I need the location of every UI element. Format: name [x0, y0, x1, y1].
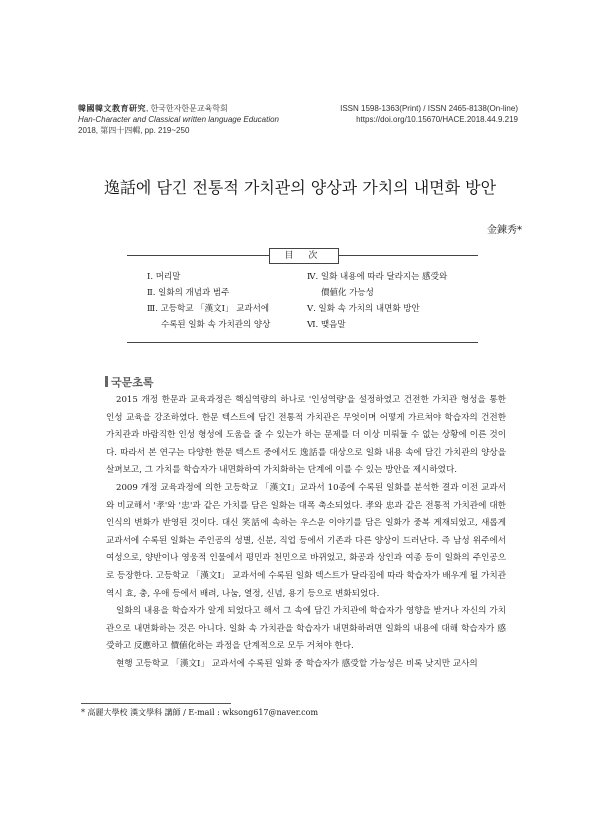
abstract-body [106, 392, 506, 674]
doi-link[interactable]: https://doi.org/10.15670/HACE.2018.44.9.219 [356, 115, 518, 124]
paragraph: 현행 고등학교 「漢文Ⅰ」 교과서에 수록된 일화 중 학습자가 感受할 가능성은 비록 낮지만 교사의 [116, 658, 478, 669]
paper-title: 逸話에 담긴 전통적 가치관의 양상과 가치의 내면화 방안 [103, 178, 497, 197]
paragraph: 2009 개정 교육과정에 의한 고등학교 「漢文Ⅰ」교과서 10종에 수록된 일화를 분석한 결과 이전 교과서와 비교해서 '孝'와 '忠'과 같은 가치를 담은 일화는 대폭 축소되었다. 孝와 忠과 같은 전통적 가치관에 대한 인식의 변화가 반영된 것이다. 대신 笑話에 속하는 우스운 이야기를 담은 일화가 중복 게재되었고, 새롭게 교과서에 수록된 일화는 주인공의 성별, 신분, 직업 등에서 기존과 다른 양상이 드러난다. 즉 남성 위주에서 여성으로, 양반이나 영웅적 인물에서 평민과 천민으로 바뀌었고, 화공과 상인과 여종 등이 일화의 주인공으로 등장한다. 고등학교 「漢文Ⅰ」 교과서에 수록된 일화 텍스트가 달라짐에 따라 학습자가 배우게 될 가치관 역시 효, 충, 우애 등에서 배려, 나눔, 열정, 신념, 용기 등으로 변화되었다. [106, 482, 506, 599]
toc-item: Ⅲ. 고등학교 「漢文Ⅰ」 교과서에 [147, 304, 270, 314]
issn: ISSN 1598-1363(Print) / ISSN 2465-8138(On-line) [340, 104, 518, 113]
toc-left-column [147, 269, 270, 333]
footnote-divider [81, 703, 231, 704]
author: 金鍊秀* [487, 225, 522, 236]
issn-block [340, 103, 518, 125]
paragraph: 일화의 내용을 학습자가 알게 되었다고 해서 그 속에 담긴 가치관에 학습자가 영향을 받거나 자신의 가치관으로 내면화하는 것은 아니다. 일화 속 가치관을 학습자가 내면화하려면 일화의 내용에 대해 학습자가 感受하고 反應하고 價値化하는 과정을 단계적으로 모두 거쳐야 한다. [106, 606, 506, 652]
toc-item: Ⅱ. 일화의 개념과 범주 [147, 288, 230, 298]
heading-bar-icon [105, 376, 108, 387]
toc-heading: 目 次 [269, 248, 339, 264]
toc-item: Ⅳ. 일화 내용에 따라 달라지는 感受와 [307, 272, 448, 282]
footnote: * 高麗大學校 漢文學科 講師 / E-mail : wksong617@naver.com [81, 708, 319, 717]
journal-name: 韓國韓文教育研究 [78, 104, 146, 113]
toc-item: Ⅰ. 머리말 [147, 272, 181, 282]
society-name: 한국한자한문교육학회 [150, 104, 228, 113]
journal-header: 韓國韓文教育研究, 한국한자한문교육학회 Han-Character and Classical written language Education 2018, 第四十四輯, pp. 219~250 [78, 104, 279, 135]
toc-item: 수록된 일화 속 가치관의 양상 [161, 320, 271, 330]
table-of-contents [127, 251, 478, 343]
volume-pages: 2018, 第四十四輯, pp. 219~250 [78, 126, 190, 135]
paragraph: 2015 개정 한문과 교육과정은 핵심역량의 하나로 '인성역량'을 설정하였고 건전한 가치관 형성을 통한 인성 교육을 강조하였다. 한문 텍스트에 담긴 전통적 가치관은 무엇이며 어떻게 가르쳐야 학습자의 건전한 가치관과 바람직한 인성 형성에 도움을 줄 수 있는가 하는 문제를 더 이상 미뤄둘 수 없는 상황에 이른 것이다. 따라서 본 연구는 다양한 한문 텍스트 중에서도 逸話를 대상으로 일화 내용 속에 담긴 가치관의 양상을 살펴보고, 그 가치를 학습자가 내면화하여 가치화하는 단계에 이를 수 있는 방안을 제시하였다. [106, 395, 506, 476]
abstract-heading [105, 374, 154, 390]
toc-right-column [307, 269, 447, 333]
journal-english-name: Han-Character and Classical written language Education [78, 115, 279, 124]
toc-item: 價値化 가능성 [321, 288, 374, 298]
toc-item: Ⅵ. 맺음말 [307, 320, 346, 330]
abstract-heading-text: 국문초록 [111, 377, 154, 389]
toc-item: Ⅴ. 일화 속 가치의 내면화 방안 [307, 304, 420, 314]
